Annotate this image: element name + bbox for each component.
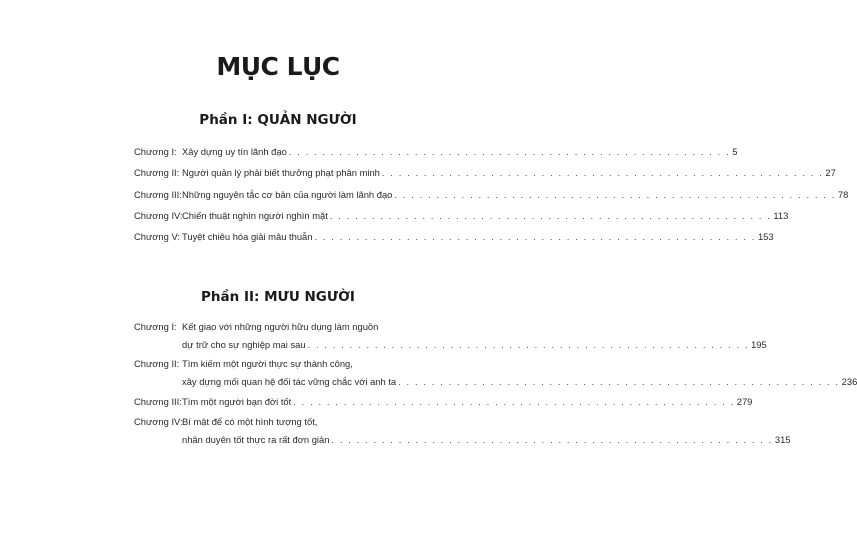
dot-leader: . . . . . . . . . . . . . . . . . . . . . . . . . . . . . . . . . . . . . . . . . . . . . . . . . . . . .: [331, 434, 773, 445]
dot-leader: . . . . . . . . . . . . . . . . . . . . . . . . . . . . . . . . . . . . . . . . . . . . . . . . . . . . .: [293, 396, 735, 407]
chapter-title: Người quản lý phải biết thưởng phạt phân minh: [182, 167, 380, 178]
chapter-label: Chương II:: [134, 358, 180, 369]
page-number: 236: [841, 376, 857, 387]
chapter-label: Chương IV:: [134, 416, 183, 427]
dot-leader: . . . . . . . . . . . . . . . . . . . . . . . . . . . . . . . . . . . . . . . . . . . . . . . . . . . . .: [329, 210, 772, 221]
page-title: MỤC LỤC: [216, 52, 340, 81]
part-1-heading: Phần I: QUẢN NGƯỜI: [199, 112, 357, 128]
chapter-label: Chương V:: [134, 231, 180, 242]
chapter-title-line-2: nhân duyên tốt thực ra rất đơn giản: [182, 434, 330, 445]
part-2-heading: Phần II: MƯU NGƯỜI: [201, 289, 355, 305]
chapter-title: Xây dựng uy tín lãnh đạo: [182, 146, 287, 157]
dot-leader: . . . . . . . . . . . . . . . . . . . . . . . . . . . . . . . . . . . . . . . . . . . . . . . . . . . . .: [307, 339, 750, 350]
chapter-title: Tuyệt chiêu hóa giải mâu thuẫn: [182, 231, 313, 242]
chapter-title-line-2: dự trữ cho sự nghiệp mai sau: [182, 339, 306, 350]
chapter-title: Chiến thuật nghìn người nghìn mặt: [182, 210, 328, 221]
page-number: 153: [757, 231, 774, 242]
chapter-label: Chương II:: [134, 167, 180, 178]
chapter-title: Tìm một người bạn đời tốt: [182, 396, 292, 407]
page-number: 279: [736, 396, 753, 407]
dot-leader: . . . . . . . . . . . . . . . . . . . . . . . . . . . . . . . . . . . . . . . . . . . . . . . . . . . . .: [288, 146, 731, 157]
page-number: 195: [751, 339, 767, 350]
chapter-title-line-2: xây dựng mối quan hệ đối tác vững chắc với anh ta: [182, 376, 397, 387]
chapter-label: Chương IV:: [134, 210, 183, 221]
chapter-label: Chương I:: [134, 146, 177, 157]
chapter-label: Chương III:: [134, 396, 182, 407]
page-number: 315: [774, 434, 791, 445]
chapter-title: Những nguyên tắc cơ bản của người làm lãnh đạo: [182, 189, 393, 200]
page-number: 27: [825, 167, 836, 178]
chapter-title-line-1: Tìm kiếm một người thực sự thành công,: [182, 358, 353, 369]
chapter-label: Chương III:: [134, 189, 182, 200]
dot-leader: . . . . . . . . . . . . . . . . . . . . . . . . . . . . . . . . . . . . . . . . . . . . . . . . . . . . .: [381, 167, 824, 178]
chapter-label: Chương I:: [134, 321, 177, 332]
chapter-title-line-1: Bí mật để có một hình tượng tốt,: [182, 416, 318, 427]
page-number: 113: [773, 210, 789, 221]
chapter-title-line-1: Kết giao với những người hữu dụng làm nguồn: [182, 321, 379, 332]
dot-leader: . . . . . . . . . . . . . . . . . . . . . . . . . . . . . . . . . . . . . . . . . . . . . . . . . . . . .: [394, 189, 836, 200]
dot-leader: . . . . . . . . . . . . . . . . . . . . . . . . . . . . . . . . . . . . . . . . . . . . . . . . . . . . .: [314, 231, 756, 242]
page-number: 78: [837, 189, 849, 200]
dot-leader: . . . . . . . . . . . . . . . . . . . . . . . . . . . . . . . . . . . . . . . . . . . . . . . . . . . . .: [398, 376, 840, 387]
page-number: 5: [732, 146, 738, 157]
